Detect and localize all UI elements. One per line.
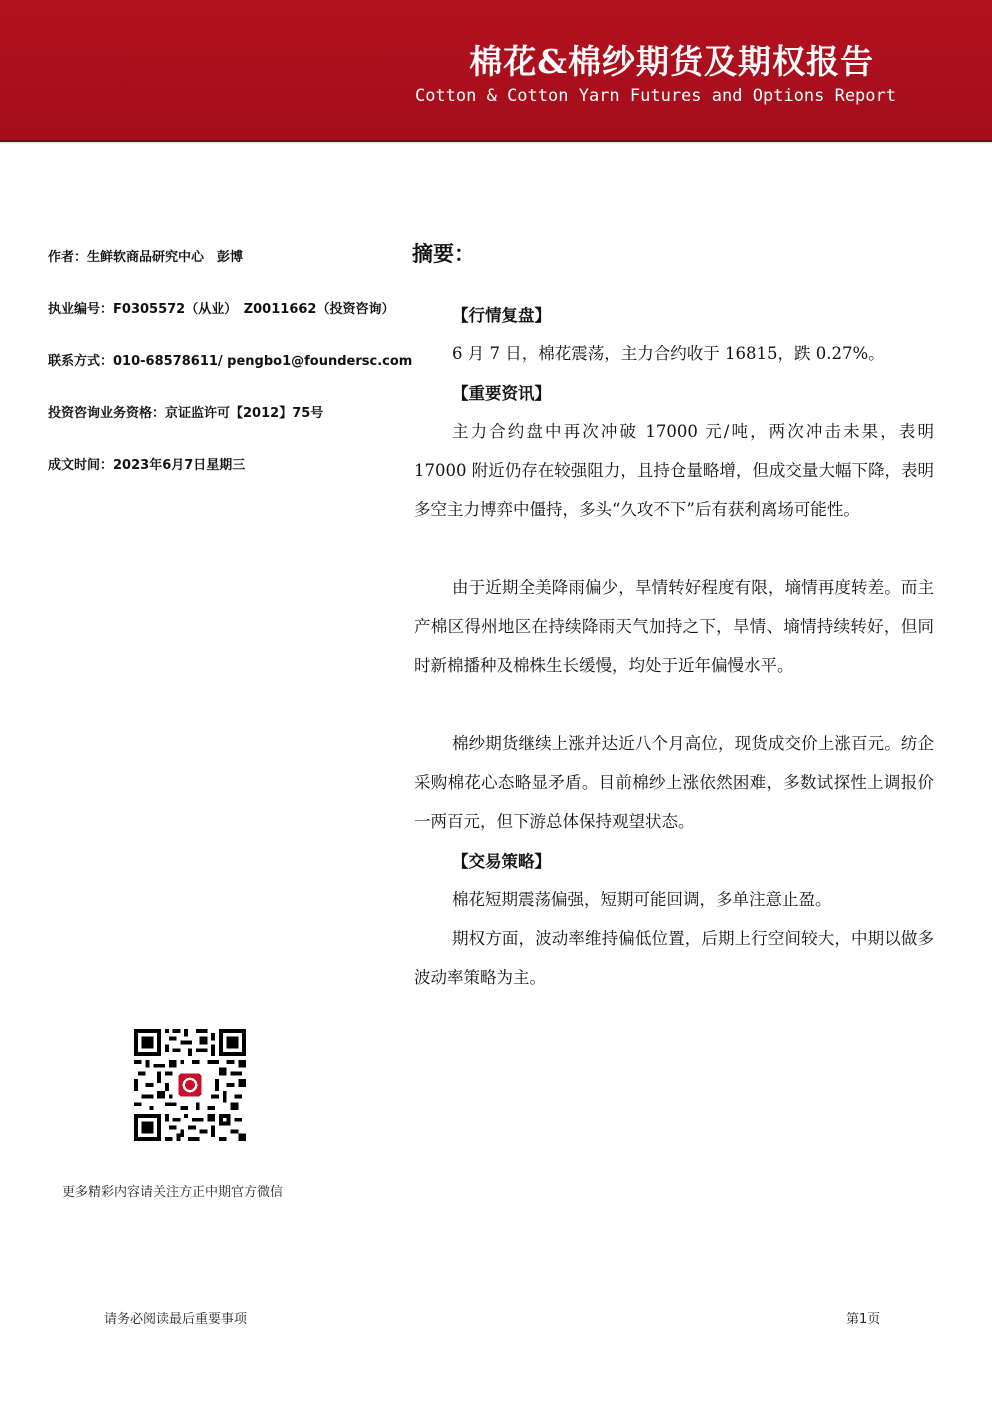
meta-date <box>48 454 245 473</box>
meta-key: 作者： <box>48 250 88 265</box>
meta-value: F0305572（从业） Z0011662（投资咨询） <box>113 302 395 317</box>
section-market-review: 【行情复盘】 <box>452 306 551 325</box>
meta-key: 投资咨询业务资格： <box>48 406 166 421</box>
summary-title: 摘要： <box>412 242 475 266</box>
paragraph-news-3: 棉纱期货继续上涨并达近八个月高位，现货成交价上涨百元。纺企采购棉花心态略显矛盾。目前棉纱上涨依然困难，多数试探性上调报价一两百元，但下游总体保持观望状态。 <box>414 734 934 831</box>
footer-notice: 请务必阅读最后重要事项 <box>104 1312 248 1327</box>
paragraph-news-2: 由于近期全美降雨偏少，旱情转好程度有限，墒情再度转差。而主产棉区得州地区在持续降雨天气加持之下，旱情、墒情持续转好，但同时新棉播种及棉株生长缓慢，均处于近年偏慢水平。 <box>414 578 934 675</box>
qr-caption: 更多精彩内容请关注方正中期官方微信 <box>62 1185 284 1200</box>
meta-value: 010-68578611/ pengbo1@foundersc.com <box>113 354 413 369</box>
section-trading-strategy: 【交易策略】 <box>452 852 551 871</box>
meta-author <box>48 246 243 265</box>
meta-contact <box>48 350 412 369</box>
qr-code-icon <box>134 1029 246 1141</box>
paragraph-news-1: 主力合约盘中再次冲破 17000 元/吨，两次冲击未果，表明 17000 附近仍存在较强阻力，且持仓量略增，但成交量大幅下降，表明多空主力博弈中僵持，多头“久攻不下”后有获利离场可能性。 <box>414 422 934 519</box>
page-number: 第1页 <box>846 1312 881 1327</box>
section-key-news: 【重要资讯】 <box>452 384 551 403</box>
banner-shadow <box>0 140 992 144</box>
meta-key: 成文时间： <box>48 458 114 473</box>
meta-qualification <box>48 402 323 421</box>
meta-value: 京证监许可【2012】75号 <box>165 406 324 421</box>
report-subtitle: Cotton & Cotton Yarn Futures and Options Report <box>414 86 896 106</box>
meta-key: 执业编号： <box>48 302 114 317</box>
paragraph-strategy-1: 棉花短期震荡偏强，短期可能回调，多单注意止盈。 <box>452 890 832 909</box>
report-title: 棉花&棉纱期货及期权报告 <box>469 42 874 81</box>
meta-key: 联系方式： <box>48 354 114 369</box>
paragraph-strategy-2: 期权方面，波动率维持偏低位置，后期上行空间较大，中期以做多波动率策略为主。 <box>414 929 934 987</box>
meta-value: 生鲜软商品研究中心 彭博 <box>87 250 244 265</box>
meta-license <box>48 298 394 317</box>
paragraph-market-review: 6 月 7 日，棉花震荡，主力合约收于 16815，跌 0.27%。 <box>452 344 885 363</box>
meta-value: 2023年6月7日星期三 <box>113 458 246 473</box>
